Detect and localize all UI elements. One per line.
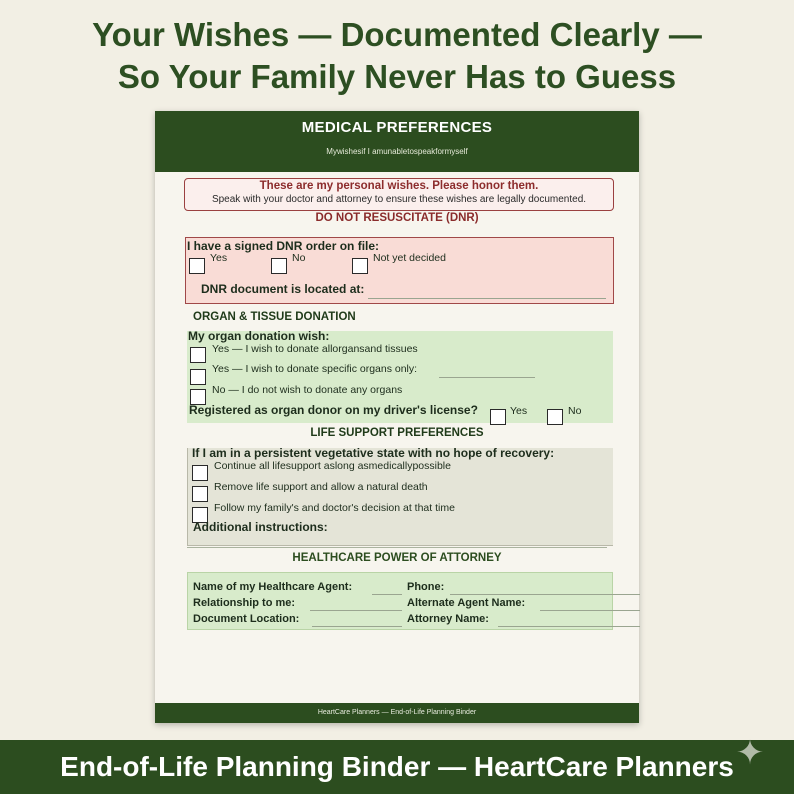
sheet-subtitle: Mywishesif I amunabletospeakformyself: [326, 147, 468, 156]
life-continue-label: Continue all lifesupport aslong asmedicallypossible: [214, 460, 451, 472]
organ-specific-checkbox[interactable]: [190, 369, 206, 385]
dnr-section-title: DO NOT RESUSCITATE (DNR): [315, 212, 479, 224]
organ-registered-no-checkbox[interactable]: [547, 409, 563, 425]
medical-preferences-sheet: [155, 111, 639, 723]
dnr-no-checkbox[interactable]: [271, 258, 287, 274]
organ-question: My organ donation wish:: [188, 329, 330, 343]
headline: [0, 14, 794, 98]
organ-registered-yes-label: Yes: [510, 405, 528, 417]
organ-section-title: ORGAN & TISSUE DONATION: [193, 311, 356, 323]
poa-attorney-name-line[interactable]: [498, 626, 640, 627]
dnr-undecided-checkbox[interactable]: [352, 258, 368, 274]
poa-relationship-line[interactable]: [310, 610, 402, 611]
organ-registered-no-label: No: [568, 405, 582, 417]
life-remove-label: Remove life support and allow a natural death: [214, 481, 428, 493]
notice-box: [184, 178, 614, 211]
poa-alternate-agent-label: Alternate Agent Name:: [407, 597, 526, 609]
life-remove-checkbox[interactable]: [192, 486, 208, 502]
poa-phone-line[interactable]: [450, 594, 640, 595]
dnr-question: I have a signed DNR order on file:: [187, 239, 380, 253]
headline-line-2: So Your Family Never Has to Guess: [117, 58, 677, 95]
dnr-box: [185, 237, 614, 304]
poa-attorney-name-label: Attorney Name:: [407, 613, 489, 625]
life-support-question: If I am in a persistent vegetative state with no hope of recovery:: [192, 446, 555, 460]
notice-body: Speak with your doctor and attorney to ensure these wishes are legally documented.: [211, 194, 587, 205]
life-additional-line[interactable]: [187, 547, 607, 548]
sheet-header: [155, 111, 639, 172]
poa-document-location-line[interactable]: [312, 626, 402, 627]
dnr-location-label: DNR document is located at:: [201, 282, 365, 296]
life-continue-checkbox[interactable]: [192, 465, 208, 481]
poa-phone-label: Phone:: [407, 581, 445, 593]
organ-all-label: Yes — I wish to donate allorgansand tissues: [212, 343, 418, 355]
dnr-undecided-label: Not yet decided: [373, 252, 446, 264]
life-support-box: [187, 448, 613, 546]
poa-document-location-label: Document Location:: [193, 613, 300, 625]
organ-box: [187, 331, 613, 423]
bottom-banner: End-of-Life Planning Binder — HeartCare Planners: [0, 740, 794, 794]
dnr-location-line[interactable]: [368, 298, 606, 299]
poa-agent-name-label: Name of my Healthcare Agent:: [193, 581, 353, 593]
poa-section-title: HEALTHCARE POWER OF ATTORNEY: [292, 552, 502, 564]
organ-specific-line[interactable]: [439, 377, 535, 378]
poa-agent-name-line[interactable]: [372, 594, 402, 595]
poa-relationship-label: Relationship to me:: [193, 597, 296, 609]
life-support-section-title: LIFE SUPPORT PREFERENCES: [310, 427, 484, 439]
organ-all-checkbox[interactable]: [190, 347, 206, 363]
dnr-yes-label: Yes: [210, 252, 228, 264]
dnr-no-label: No: [292, 252, 306, 264]
organ-none-label: No — I do not wish to donate any organs: [212, 384, 403, 396]
organ-registered-yes-checkbox[interactable]: [490, 409, 506, 425]
life-family-label: Follow my family's and doctor's decision at that time: [214, 502, 455, 514]
headline-line-1: Your Wishes — Documented Clearly —: [92, 16, 702, 53]
poa-box: [187, 572, 613, 630]
sparkle-icon: ✦: [735, 734, 765, 772]
sheet-footer: HeartCare Planners — End-of-Life Planning Binder: [155, 703, 639, 723]
poa-alternate-agent-line[interactable]: [540, 610, 640, 611]
sheet-title: MEDICAL PREFERENCES: [301, 119, 493, 136]
dnr-yes-checkbox[interactable]: [189, 258, 205, 274]
organ-specific-label: Yes — I wish to donate specific organs only:: [212, 363, 418, 375]
organ-registered-question: Registered as organ donor on my driver's license?: [189, 403, 478, 417]
notice-title: These are my personal wishes. Please honor them.: [259, 180, 539, 192]
life-additional-label: Additional instructions:: [193, 520, 328, 534]
